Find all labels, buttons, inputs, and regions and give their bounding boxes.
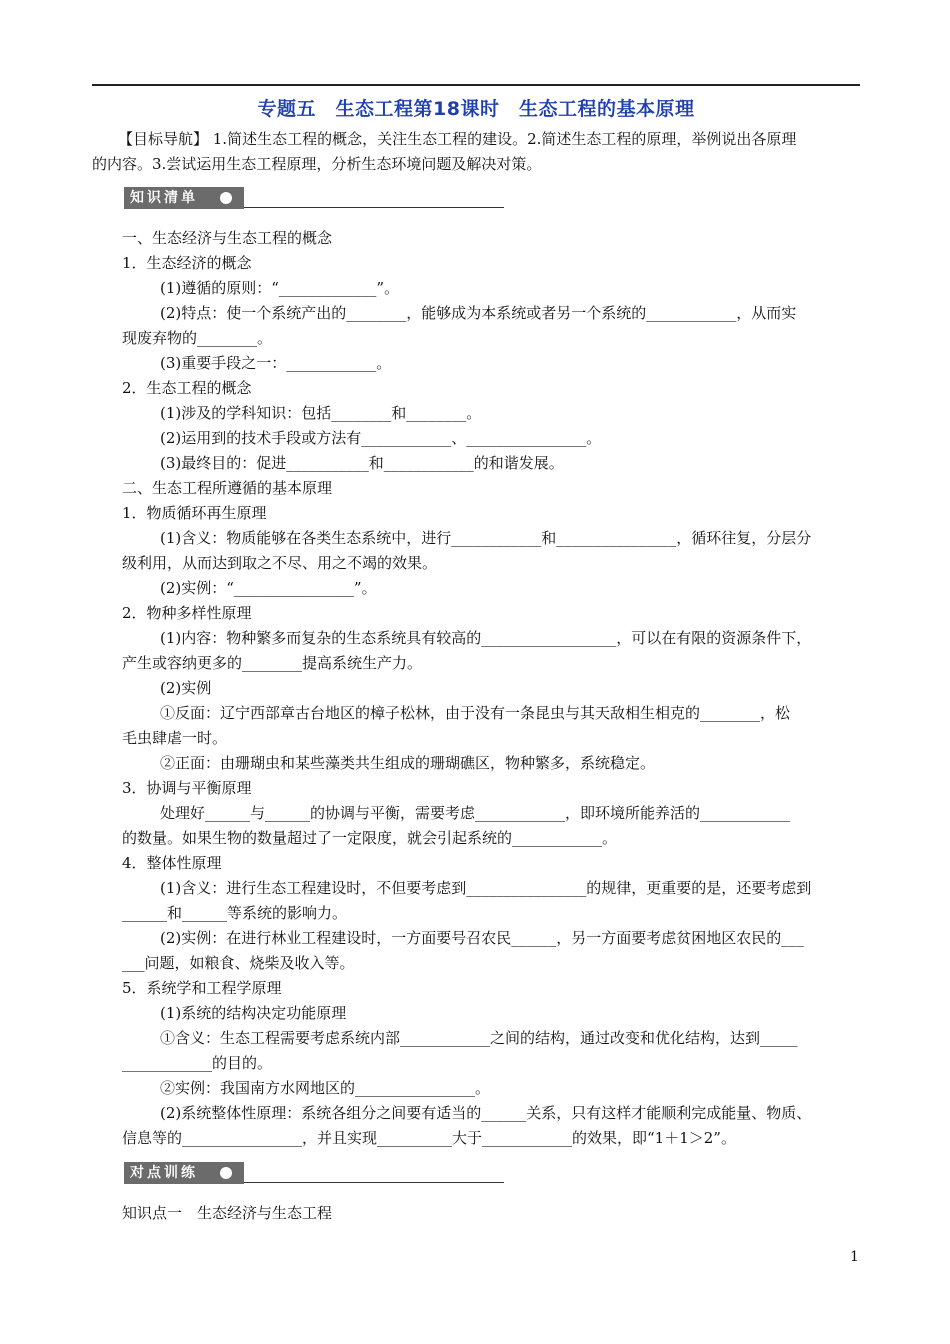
- text-line: 现废弃物的________。: [122, 329, 273, 347]
- text-line: 产生或容纳更多的________提高系统生产力。: [122, 654, 423, 672]
- subheading: 4．整体性原理: [122, 854, 222, 872]
- text-line: ②实例：我国南方水网地区的________________。: [160, 1079, 491, 1097]
- top-rule: [92, 84, 860, 86]
- divider: [244, 207, 504, 208]
- section-label: 对点训练: [124, 1162, 244, 1184]
- page-number: 1: [850, 1249, 859, 1265]
- text-line: (2)实例: [160, 679, 212, 697]
- subheading: 2．物种多样性原理: [122, 604, 252, 622]
- text-line: (1)涉及的学科知识：包括________和________。: [160, 404, 482, 422]
- text-line: (1)遵循的原则：“_____________”。: [160, 279, 400, 297]
- subheading: 3．协调与平衡原理: [122, 779, 252, 797]
- subheading: 5．系统学和工程学原理: [122, 979, 282, 997]
- text-line: 级利用，从而达到取之不尽、用之不竭的效果。: [122, 554, 438, 572]
- text-line: ___问题，如粮食、烧柴及收入等。: [122, 954, 355, 972]
- page-title: 专题五 生态工程第18课时 生态工程的基本原理: [257, 98, 695, 120]
- text-line: 处理好______与______的协调与平衡，需要考虑____________，即环境所能养活的____________: [160, 804, 791, 822]
- divider: [244, 1182, 504, 1183]
- subsection-title: 知识点一 生态经济与生态工程: [122, 1204, 333, 1222]
- text-line: ①含义：生态工程需要考虑系统内部____________之间的结构，通过改变和优化结构，达到_____: [160, 1029, 798, 1047]
- subheading: 1．物质循环再生原理: [122, 504, 267, 522]
- bullet-icon: [220, 1167, 232, 1179]
- text-line: ______和______等系统的影响力。: [122, 904, 348, 922]
- objectives-line-1: 【目标导航】 1.简述生态工程的概念，关注生态工程的建设。2.简述生态工程的原理，举例说出各原理: [118, 130, 797, 148]
- text-line: ①反面：辽宁西部章古台地区的樟子松林，由于没有一条昆虫与其天敌相生相克的________，松: [160, 704, 791, 722]
- subheading: 2．生态工程的概念: [122, 379, 252, 397]
- text-line: ____________的目的。: [122, 1054, 273, 1072]
- text-line: (3)最终目的：促进___________和____________的和谐发展。: [160, 454, 564, 472]
- text-line: (3)重要手段之一：____________。: [160, 354, 392, 372]
- text-line: ②正面：由珊瑚虫和某些藻类共生组成的珊瑚礁区，物种繁多，系统稳定。: [160, 754, 656, 772]
- text-line: (1)含义：进行生态工程建设时，不但要考虑到________________的规律，更重要的是，还要考虑到: [160, 879, 812, 897]
- text-line: 的数量。如果生物的数量超过了一定限度，就会引起系统的____________。: [122, 829, 618, 847]
- text-line: (2)系统整体性原理：系统各组分之间要有适当的______关系，只有这样才能顺利完成能量、物质、: [160, 1104, 812, 1122]
- text-line: (2)运用到的技术手段或方法有____________、________________。: [160, 429, 602, 447]
- text-line: (1)系统的结构决定功能原理: [160, 1004, 347, 1022]
- text-line: 毛虫肆虐一时。: [122, 729, 228, 747]
- heading: 二、生态工程所遵循的基本原理: [122, 479, 333, 497]
- section-label: 知识清单: [124, 187, 244, 209]
- bullet-icon: [220, 192, 232, 204]
- text-line: (2)实例：“________________”。: [160, 579, 377, 597]
- text-line: (1)含义：物质能够在各类生态系统中，进行____________和________________，循环往复，分层分: [160, 529, 812, 547]
- subheading: 1．生态经济的概念: [122, 254, 252, 272]
- objectives-line-2: 的内容。3.尝试运用生态工程原理，分析生态环境问题及解决对策。: [92, 155, 542, 173]
- text-line: (1)内容：物种繁多而复杂的生态系统具有较高的__________________，可以在有限的资源条件下，: [160, 629, 812, 647]
- heading: 一、生态经济与生态工程的概念: [122, 229, 333, 247]
- text-line: 信息等的________________，并且实现__________大于____________的效果，即“1＋1＞2”。: [122, 1129, 736, 1147]
- text-line: (2)特点：使一个系统产出的________，能够成为本系统或者另一个系统的____________，从而实: [160, 304, 797, 322]
- text-line: (2)实例：在进行林业工程建设时，一方面要号召农民______，另一方面要考虑贫困地区农民的___: [160, 929, 804, 947]
